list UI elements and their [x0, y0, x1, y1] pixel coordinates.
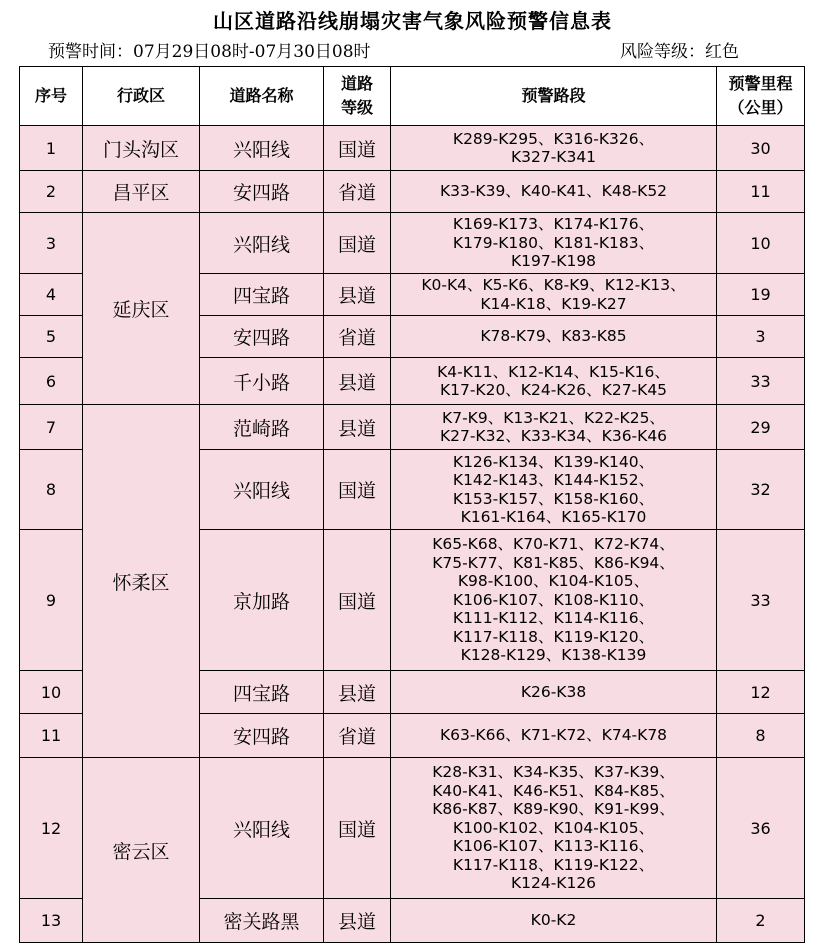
segment-line: K75-K77、K81-K85、K86-K94、	[432, 553, 675, 572]
risk-level-value: 红色	[705, 42, 739, 62]
segment-line: K111-K112、K114-K116、	[452, 609, 655, 628]
row-no: 7	[20, 405, 83, 450]
header-km	[717, 67, 805, 126]
road-name: 密关路黑	[200, 899, 324, 943]
warning-time	[48, 40, 371, 64]
warning-km: 12	[717, 671, 805, 714]
segments-cell	[391, 899, 717, 943]
segment-line: K63-K66、K71-K72、K74-K78	[439, 726, 668, 745]
segment-line: K98-K100、K104-K105、	[457, 572, 650, 591]
road-name: 四宝路	[200, 274, 324, 316]
header-km-line2: （公里）	[728, 98, 793, 117]
segments-cell	[391, 274, 717, 316]
road-grade: 省道	[324, 171, 391, 213]
road-grade: 省道	[324, 316, 391, 358]
district-cell: 昌平区	[83, 171, 200, 213]
segment-line: K327-K341	[510, 148, 597, 166]
road-grade: 省道	[324, 714, 391, 758]
segment-line: K124-K126	[510, 874, 597, 893]
warning-km: 10	[717, 213, 805, 274]
segment-line: K14-K18、K19-K27	[480, 294, 627, 313]
segments-cell	[391, 171, 717, 213]
warning-km: 11	[717, 171, 805, 213]
segment-line: K33-K39、K40-K41、K48-K52	[439, 182, 668, 201]
district-cell: 延庆区	[83, 213, 200, 405]
row-no: 2	[20, 171, 83, 213]
road-name: 四宝路	[200, 671, 324, 714]
segments-cell	[391, 405, 717, 450]
warning-km: 3	[717, 316, 805, 358]
segment-line: K126-K134、K139-K140、	[452, 452, 655, 471]
page-title: 山区道路沿线崩塌灾害气象风险预警信息表	[213, 9, 612, 33]
warning-km: 19	[717, 274, 805, 316]
warning-km: 33	[717, 358, 805, 405]
segment-line: K0-K4、K5-K6、K8-K9、K12-K13、	[421, 276, 686, 294]
road-grade: 县道	[324, 358, 391, 405]
segments-cell	[391, 671, 717, 714]
warning-km: 8	[717, 714, 805, 758]
segment-line: K0-K2	[530, 911, 577, 930]
segment-line: K106-K107、K108-K110、	[452, 590, 655, 609]
row-no: 10	[20, 671, 83, 714]
segment-line: K197-K198	[510, 252, 597, 271]
row-no: 3	[20, 213, 83, 274]
segment-line: K179-K180、K181-K183、	[452, 233, 655, 252]
road-grade: 国道	[324, 530, 391, 671]
row-no: 4	[20, 274, 83, 316]
road-grade: 县道	[324, 405, 391, 450]
segments-cell	[391, 316, 717, 358]
segment-line: K7-K9、K13-K21、K22-K25、	[442, 408, 665, 427]
warning-time-label: 预警时间：	[48, 42, 133, 62]
segment-line: K27-K32、K33-K34、K36-K46	[439, 427, 668, 445]
header-row	[20, 67, 805, 126]
row-no: 6	[20, 358, 83, 405]
row-no: 8	[20, 450, 83, 530]
segment-line: K153-K157、K158-K160、	[452, 489, 655, 508]
district-cell: 密云区	[83, 758, 200, 943]
row-no: 11	[20, 714, 83, 758]
district-cell: 门头沟区	[83, 126, 200, 171]
road-name: 兴阳线	[200, 450, 324, 530]
road-grade: 国道	[324, 126, 391, 171]
header-grade-line2: 等级	[340, 98, 373, 117]
road-name: 京加路	[200, 530, 324, 671]
segment-line: K117-K118、K119-K122、	[452, 855, 655, 874]
header-grade-line1: 道路	[340, 74, 373, 93]
segment-line: K100-K102、K104-K105、	[452, 818, 655, 837]
road-name: 范崎路	[200, 405, 324, 450]
road-name: 安四路	[200, 316, 324, 358]
road-name: 兴阳线	[200, 126, 324, 171]
warning-km: 32	[717, 450, 805, 530]
header-no: 序号	[20, 67, 83, 126]
road-name: 兴阳线	[200, 213, 324, 274]
road-name: 兴阳线	[200, 758, 324, 899]
segment-line: K117-K118、K119-K120、	[452, 627, 655, 646]
row-no: 1	[20, 126, 83, 171]
segment-line: K65-K68、K70-K71、K72-K74、	[432, 535, 675, 554]
segment-line: K17-K20、K24-K26、K27-K45	[439, 381, 668, 399]
segment-line: K142-K143、K144-K152、	[452, 471, 655, 489]
segments-cell	[391, 758, 717, 899]
road-name: 千小路	[200, 358, 324, 405]
segment-line: K26-K38	[520, 682, 587, 701]
segments-cell	[391, 714, 717, 758]
warning-km: 33	[717, 530, 805, 671]
road-grade: 县道	[324, 274, 391, 316]
table-row	[20, 758, 805, 899]
row-no: 12	[20, 758, 83, 899]
segment-line: K128-K129、K138-K139	[460, 646, 647, 665]
warning-km: 30	[717, 126, 805, 171]
segment-line: K40-K41、K46-K51、K84-K85、	[432, 781, 675, 800]
warning-table	[19, 66, 805, 943]
header-grade	[324, 67, 391, 126]
road-grade: 县道	[324, 899, 391, 943]
district-cell: 怀柔区	[83, 405, 200, 758]
segments-cell	[391, 358, 717, 405]
road-grade: 国道	[324, 213, 391, 274]
road-name: 安四路	[200, 714, 324, 758]
table-row	[20, 213, 805, 274]
segments-cell	[391, 213, 717, 274]
road-grade: 县道	[324, 671, 391, 714]
segment-line: K106-K107、K113-K116、	[452, 837, 655, 856]
table-row	[20, 171, 805, 213]
header-road: 道路名称	[200, 67, 324, 126]
table-row	[20, 405, 805, 450]
row-no: 13	[20, 899, 83, 943]
row-no: 5	[20, 316, 83, 358]
segment-line: K86-K87、K89-K90、K91-K99、	[432, 800, 675, 819]
warning-time-value: 07月29日08时-07月30日08时	[133, 42, 371, 62]
road-name: 安四路	[200, 171, 324, 213]
segments-cell	[391, 530, 717, 671]
table-row	[20, 126, 805, 171]
road-grade: 国道	[324, 758, 391, 899]
warning-km: 29	[717, 405, 805, 450]
segments-cell	[391, 450, 717, 530]
segment-line: K28-K31、K34-K35、K37-K39、	[432, 763, 675, 782]
segment-line: K169-K173、K174-K176、	[452, 215, 655, 234]
header-segments: 预警路段	[391, 67, 717, 126]
risk-level-label: 风险等级：	[620, 42, 705, 62]
warning-km: 2	[717, 899, 805, 943]
segment-line: K289-K295、K316-K326、	[452, 129, 655, 148]
road-grade: 国道	[324, 450, 391, 530]
segment-line: K4-K11、K12-K14、K15-K16、	[437, 362, 670, 381]
header-district: 行政区	[83, 67, 200, 126]
risk-level	[620, 40, 739, 64]
segment-line: K78-K79、K83-K85	[480, 327, 627, 346]
segments-cell	[391, 126, 717, 171]
segment-line: K161-K164、K165-K170	[460, 508, 647, 526]
header-km-line1: 预警里程	[728, 74, 793, 93]
warning-km: 36	[717, 758, 805, 899]
row-no: 9	[20, 530, 83, 671]
